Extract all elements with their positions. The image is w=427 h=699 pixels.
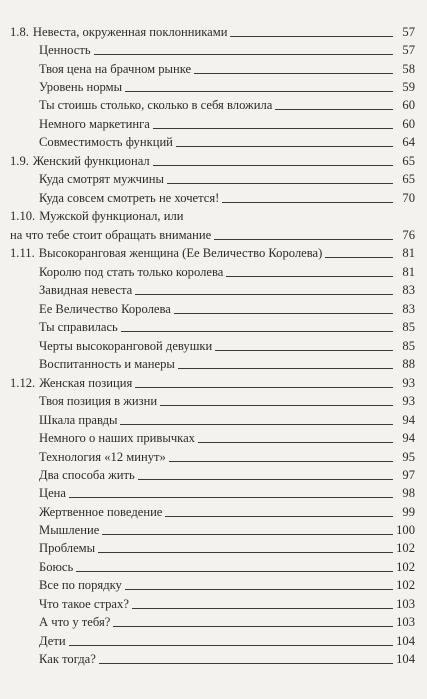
- toc-leader-line: [230, 36, 393, 37]
- toc-page-number: 95: [402, 450, 415, 464]
- toc-page-number: 102: [396, 578, 415, 592]
- toc-leader-line: [325, 257, 393, 258]
- toc-leader-line: [121, 331, 393, 332]
- toc-leader-line: [222, 202, 393, 203]
- toc-entry: [39, 502, 415, 520]
- toc-leader-line: [169, 461, 393, 462]
- toc-leader-line: [153, 165, 393, 166]
- toc-entry-title: Ее Величество Королева: [39, 302, 171, 316]
- toc-entry: [39, 538, 415, 556]
- toc-entry: [39, 594, 415, 612]
- toc-entry-title: Ты стоишь столько, сколько в себя вложила: [39, 98, 273, 112]
- toc-entry-title: Куда смотрят мужчины: [39, 172, 164, 186]
- toc-entry: [39, 59, 415, 77]
- toc-entry: [39, 354, 415, 372]
- toc-page-number: 93: [402, 376, 415, 390]
- toc-entry-title: Ценность: [39, 43, 91, 57]
- toc-leader-line: [102, 534, 393, 535]
- toc-entry: [39, 77, 415, 95]
- toc-entry: [39, 317, 415, 335]
- toc-page-number: 102: [396, 560, 415, 574]
- toc-entry-title: Невеста, окруженная поклонниками: [32, 25, 228, 39]
- toc-section-number: 1.8.: [10, 25, 29, 39]
- toc-entry: [39, 575, 415, 593]
- toc-entry: [10, 225, 415, 243]
- toc-entry-title: Завидная невеста: [39, 283, 133, 297]
- toc-page-number: 83: [402, 283, 415, 297]
- toc-entry: [39, 114, 415, 132]
- toc-page-number: 100: [396, 523, 415, 537]
- toc-entry: [39, 520, 415, 538]
- toc-entry-title: Все по порядку: [39, 578, 122, 592]
- toc-page-number: 88: [402, 357, 415, 371]
- toc-section-number: 1.10.: [10, 209, 36, 223]
- toc-entry: [39, 447, 415, 465]
- toc-entry: [39, 649, 415, 667]
- toc-leader-line: [226, 276, 393, 277]
- toc-leader-line: [160, 405, 393, 406]
- toc-leader-line: [113, 626, 393, 627]
- toc-leader-line: [178, 368, 393, 369]
- toc-entry: [39, 299, 415, 317]
- toc-entry-title: А что у тебя?: [39, 615, 111, 629]
- toc-entry-title: Твоя позиция в жизни: [39, 394, 158, 408]
- toc-page-number: 85: [402, 339, 415, 353]
- toc-entry: [39, 631, 415, 649]
- toc-leader-line: [275, 109, 393, 110]
- toc-page-number: 98: [402, 486, 415, 500]
- toc-entry-title: Женская позиция: [39, 376, 133, 390]
- toc-page-number: 94: [402, 431, 415, 445]
- toc-page-number: 64: [402, 135, 415, 149]
- toc-entry: [39, 428, 415, 446]
- toc-entry-title: Что такое страх?: [39, 597, 129, 611]
- toc-entry-title: Жертвенное поведение: [39, 505, 163, 519]
- toc-entry-title: Немного маркетинга: [39, 117, 150, 131]
- toc-leader-line: [138, 479, 393, 480]
- toc-leader-line: [135, 387, 393, 388]
- toc-leader-line: [176, 146, 393, 147]
- toc-entry-title: Как тогда?: [39, 652, 96, 666]
- toc-entry-title: Цена: [39, 486, 67, 500]
- toc-entry-title: Технология «12 минут»: [39, 450, 166, 464]
- toc-entry-title: Королю под стать только королева: [39, 265, 224, 279]
- toc-page-number: 60: [402, 117, 415, 131]
- toc-section-entry: [10, 206, 415, 224]
- toc-leader-line: [167, 183, 393, 184]
- toc-leader-line: [69, 497, 393, 498]
- toc-entry: [39, 280, 415, 298]
- toc-entry-title: Высокоранговая женщина (Ее Величество Королева): [38, 246, 323, 260]
- toc-page-number: 76: [402, 228, 415, 242]
- toc-section-entry: [10, 243, 415, 261]
- toc-entry-title: Твоя цена на брачном рынке: [39, 62, 192, 76]
- toc-entry-title: Дети: [39, 634, 66, 648]
- toc-leader-line: [174, 313, 393, 314]
- toc-leader-line: [125, 589, 393, 590]
- toc-leader-line: [125, 91, 393, 92]
- toc-section-number: 1.11.: [10, 246, 35, 260]
- toc-section-number: 1.9.: [10, 154, 29, 168]
- toc-entry: [39, 336, 415, 354]
- toc-page-number: 104: [396, 634, 415, 648]
- toc-page-number: 102: [396, 541, 415, 555]
- toc-entry-title: Шкала правды: [39, 413, 118, 427]
- toc-leader-line: [135, 294, 393, 295]
- toc-entry: [39, 132, 415, 150]
- toc-entry-title: Черты высокоранговой девушки: [39, 339, 213, 353]
- toc-entry-title: Два способа жить: [39, 468, 135, 482]
- toc-entry: [39, 612, 415, 630]
- toc-entry: [39, 410, 415, 428]
- toc-entry-title: Женский функционал: [32, 154, 150, 168]
- toc-page-number: 70: [402, 191, 415, 205]
- toc-entry: [39, 262, 415, 280]
- toc-page-number: 103: [396, 615, 415, 629]
- toc-leader-line: [214, 239, 393, 240]
- toc-entry-title: Воспитанность и манеры: [39, 357, 175, 371]
- toc-page-number: 99: [402, 505, 415, 519]
- toc-entry-title: на что тебе стоит обращать внимание: [10, 228, 212, 242]
- toc-entry-title: Уровень нормы: [39, 80, 123, 94]
- toc-entry-title: Мужской функционал, или: [39, 209, 184, 223]
- toc-page-number: 60: [402, 98, 415, 112]
- toc-page-number: 103: [396, 597, 415, 611]
- toc-page-number: 83: [402, 302, 415, 316]
- toc-leader-line: [76, 571, 393, 572]
- toc-entry-title: Совместимость функций: [39, 135, 173, 149]
- toc-entry: [39, 483, 415, 501]
- toc-page-number: 93: [402, 394, 415, 408]
- toc-leader-line: [132, 608, 393, 609]
- toc-section-entry: [10, 22, 415, 40]
- toc-section-entry: [10, 373, 415, 391]
- toc-page-number: 57: [402, 43, 415, 57]
- toc-entry: [39, 391, 415, 409]
- toc-page-number: 94: [402, 413, 415, 427]
- toc-entry: [39, 557, 415, 575]
- toc-leader-line: [198, 442, 393, 443]
- toc-page-number: 81: [402, 265, 415, 279]
- toc-page-number: 59: [402, 80, 415, 94]
- toc-entry-title: Проблемы: [39, 541, 96, 555]
- toc-page-number: 58: [402, 62, 415, 76]
- toc-entry-title: Немного о наших привычках: [39, 431, 195, 445]
- toc-entry-title: Куда совсем смотреть не хочется!: [39, 191, 220, 205]
- toc-leader-line: [69, 645, 393, 646]
- toc-page-number: 104: [396, 652, 415, 666]
- toc-page-number: 65: [402, 154, 415, 168]
- toc-page-number: 81: [402, 246, 415, 260]
- toc-section-number: 1.12.: [10, 376, 36, 390]
- toc-entry: [39, 95, 415, 113]
- toc-page-number: 65: [402, 172, 415, 186]
- toc-leader-line: [94, 54, 393, 55]
- toc-entry-title: Ты справилась: [39, 320, 118, 334]
- toc-entry: [39, 465, 415, 483]
- toc-leader-line: [99, 663, 393, 664]
- toc-leader-line: [153, 128, 393, 129]
- toc-page-number: 97: [402, 468, 415, 482]
- toc-entry-title: Мышление: [39, 523, 100, 537]
- toc-leader-line: [215, 350, 393, 351]
- toc-page-number: 85: [402, 320, 415, 334]
- toc-entry: [39, 40, 415, 58]
- toc-entry: [39, 188, 415, 206]
- toc-entry: [39, 169, 415, 187]
- toc-section-entry: [10, 151, 415, 169]
- toc-leader-line: [120, 424, 393, 425]
- toc-leader-line: [165, 516, 393, 517]
- toc-leader-line: [194, 73, 393, 74]
- toc-page-number: 57: [402, 25, 415, 39]
- toc-leader-line: [98, 552, 393, 553]
- toc-entry-title: Боюсь: [39, 560, 74, 574]
